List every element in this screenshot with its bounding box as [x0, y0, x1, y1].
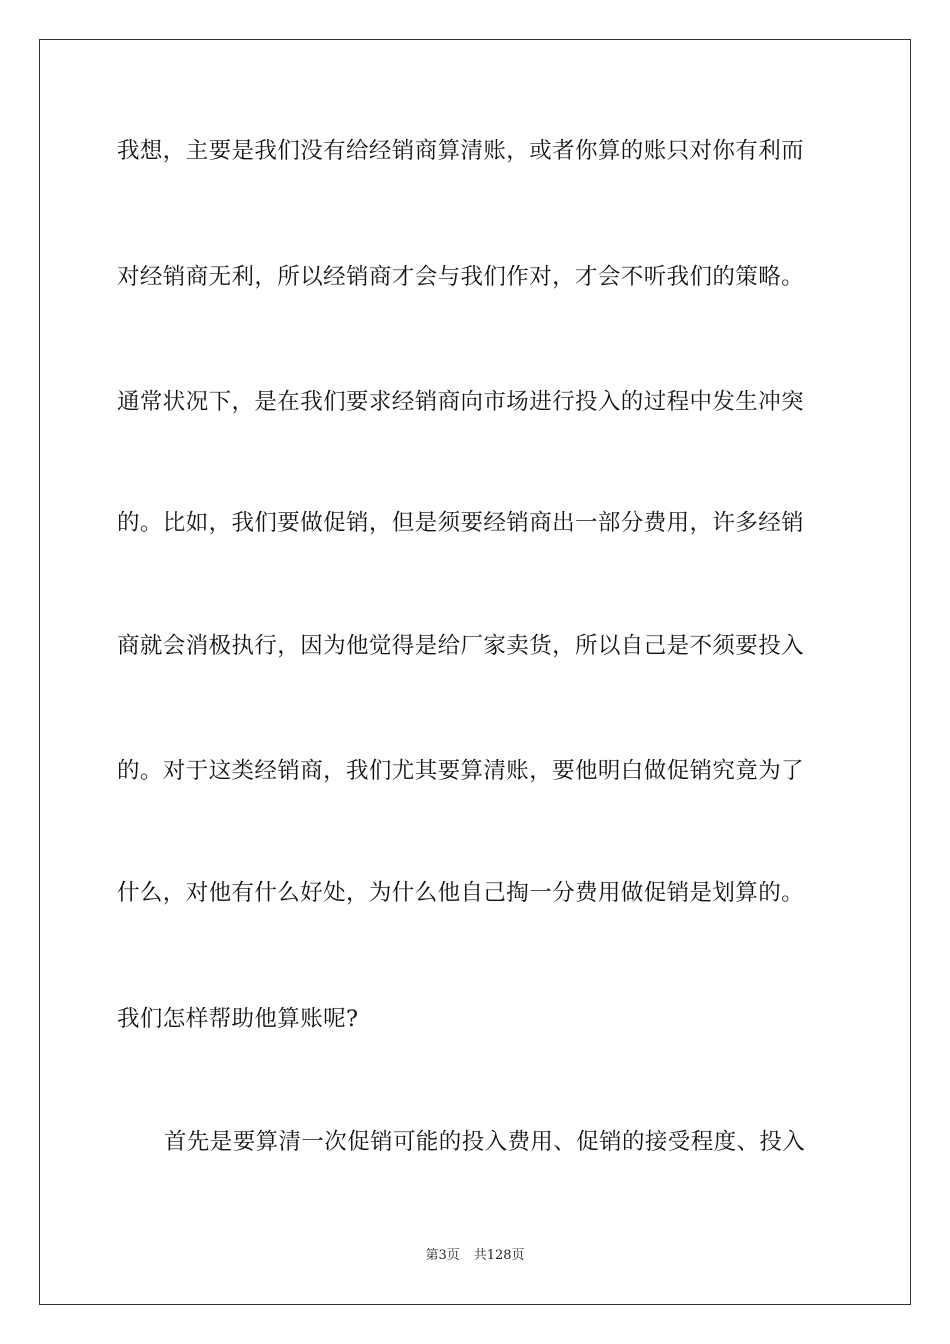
paragraph-line-6: 的。对于这类经销商，我们尤其要算清账，要他明白做促销究竟为了	[117, 758, 805, 784]
paragraph-line-3: 通常状况下，是在我们要求经销商向市场进行投入的过程中发生冲突	[117, 389, 805, 415]
page-border	[39, 39, 911, 1305]
page-number: 第3页	[425, 1248, 460, 1263]
paragraph-line-1: 我想，主要是我们没有给经销商算清账，或者你算的账只对你有利而	[117, 138, 805, 164]
total-pages: 共128页	[473, 1248, 525, 1263]
paragraph-line-2: 对经销商无利，所以经销商才会与我们作对，才会不听我们的策略。	[117, 264, 805, 290]
page-footer	[0, 1247, 950, 1265]
paragraph-line-5: 商就会消极执行，因为他觉得是给厂家卖货，所以自己是不须要投入	[117, 633, 805, 659]
paragraph-line-9: 首先是要算清一次促销可能的投入费用、促销的接受程度、投入	[164, 1129, 806, 1155]
paragraph-line-4: 的。比如，我们要做促销，但是须要经销商出一部分费用，许多经销	[117, 510, 805, 536]
paragraph-line-7: 什么，对他有什么好处，为什么他自己掏一分费用做促销是划算的。	[117, 880, 805, 906]
paragraph-line-8: 我们怎样帮助他算账呢?	[117, 1006, 359, 1032]
